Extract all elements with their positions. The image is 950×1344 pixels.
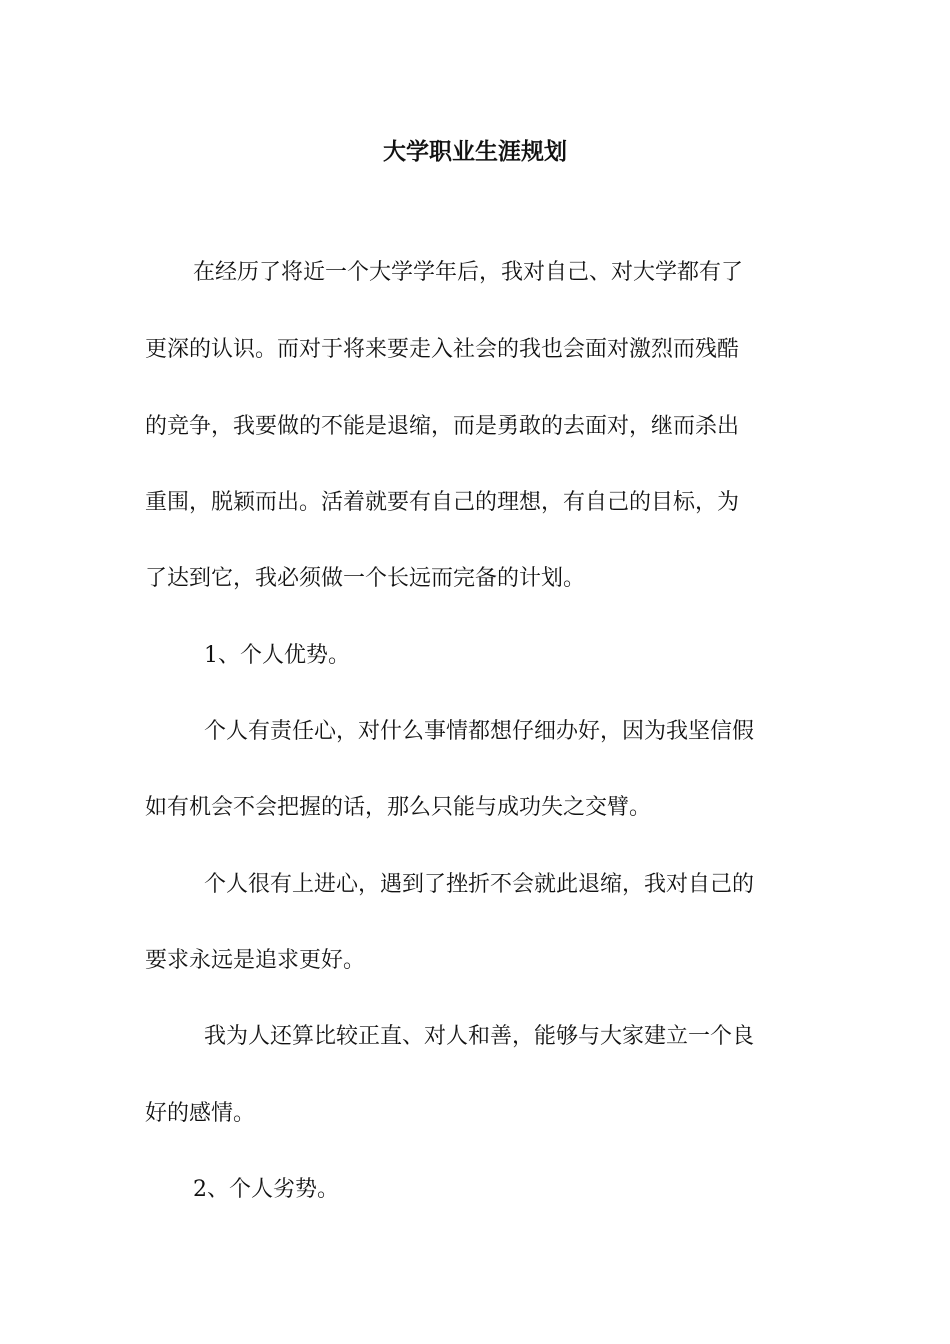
paragraph-integrity-line-2: 好的感情。 xyxy=(145,1101,256,1126)
paragraph-ambition-line-2: 要求永远是追求更好。 xyxy=(145,948,366,973)
section-heading-weaknesses: 2、个人劣势。 xyxy=(193,1177,339,1202)
paragraph-responsibility-line-1: 个人有责任心，对什么事情都想仔细办好，因为我坚信假 xyxy=(204,719,755,744)
paragraph-intro-line-3: 的竞争，我要做的不能是退缩，而是勇敢的去面对，继而杀出 xyxy=(145,414,740,439)
paragraph-intro-line-5: 了达到它，我必须做一个长远而完备的计划。 xyxy=(145,566,586,591)
section-heading-strengths: 1、个人优势。 xyxy=(204,643,350,668)
paragraph-integrity-line-1: 我为人还算比较正直、对人和善，能够与大家建立一个良 xyxy=(204,1024,755,1049)
paragraph-intro-line-1: 在经历了将近一个大学学年后，我对自己、对大学都有了 xyxy=(193,260,744,285)
paragraph-ambition-line-1: 个人很有上进心，遇到了挫折不会就此退缩，我对自己的 xyxy=(204,872,755,897)
paragraph-responsibility-line-2: 如有机会不会把握的话，那么只能与成功失之交臂。 xyxy=(145,795,652,820)
paragraph-intro-line-4: 重围，脱颖而出。活着就要有自己的理想，有自己的目标，为 xyxy=(145,490,740,515)
paragraph-intro-line-2: 更深的认识。而对于将来要走入社会的我也会面对激烈而残酷 xyxy=(145,337,740,362)
document-title: 大学职业生涯规划 xyxy=(383,138,567,165)
